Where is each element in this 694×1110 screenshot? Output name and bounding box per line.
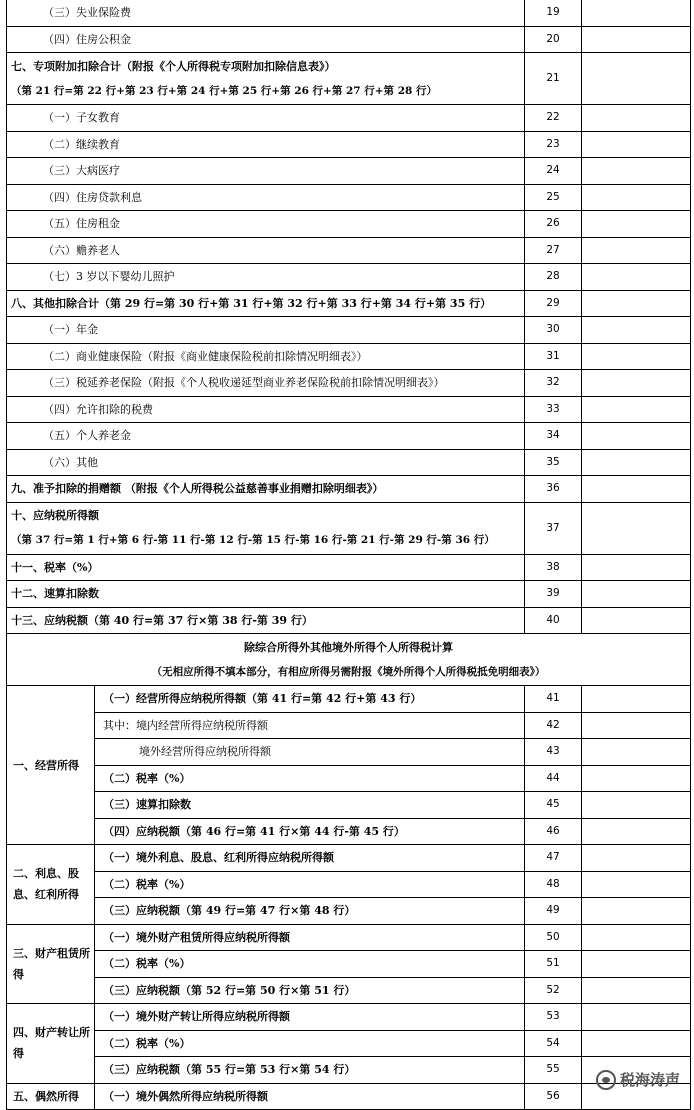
table-row [7,581,691,608]
row-label: （二）税率（%） [95,1030,525,1057]
amount-cell[interactable] [582,290,691,317]
table-row [7,792,691,819]
table-row [7,396,691,423]
row-label [7,502,525,554]
row-number: 39 [525,581,582,608]
row-label: 十二、速算扣除数 [7,581,525,608]
row-label: （三）应纳税额（第 55 行=第 53 行×第 54 行） [95,1057,525,1084]
row-label: （三）速算扣除数 [95,792,525,819]
row-number: 53 [525,1004,582,1031]
amount-cell[interactable] [582,131,691,158]
row-number: 52 [525,977,582,1004]
table-row [7,818,691,845]
row-number: 48 [525,871,582,898]
row-number: 19 [525,0,582,26]
table-row [7,158,691,185]
amount-cell[interactable] [582,898,691,925]
row-label: （一）境外财产租赁所得应纳税所得额 [95,924,525,951]
amount-cell[interactable] [582,26,691,53]
row-number: 30 [525,317,582,344]
row-label: （六）其他 [7,449,525,476]
row-label-line2: （第 21 行=第 22 行+第 23 行+第 24 行+第 25 行+第 26 行+第 27 行+第 28 行） [11,84,437,97]
amount-cell[interactable] [582,554,691,581]
row-number: 44 [525,765,582,792]
table-row [7,343,691,370]
row-number: 20 [525,26,582,53]
table-row [7,105,691,132]
amount-cell[interactable] [582,476,691,503]
amount-cell[interactable] [582,977,691,1004]
row-number: 26 [525,211,582,238]
table-row [7,1083,691,1110]
table-row [7,237,691,264]
row-label: （五）住房租金 [7,211,525,238]
row-number: 47 [525,845,582,872]
row-number: 33 [525,396,582,423]
row-label: （二）继续教育 [7,131,525,158]
table-row [7,607,691,634]
row-label: 十三、应纳税额（第 40 行=第 37 行×第 38 行-第 39 行） [7,607,525,634]
row-number: 38 [525,554,582,581]
table-row [7,476,691,503]
row-number: 34 [525,423,582,450]
wechat-icon [596,1070,616,1090]
row-number: 45 [525,792,582,819]
row-label: 其中：境内经营所得应纳税所得额 [95,712,525,739]
amount-cell[interactable] [582,396,691,423]
row-label: （二）税率（%） [95,871,525,898]
row-label: （三）税延养老保险（附报《个人税收递延型商业养老保险税前扣除情况明细表》） [7,370,525,397]
category-label: 二、利息、股息、红利所得 [7,845,95,925]
table-row [7,554,691,581]
row-number: 56 [525,1083,582,1110]
row-number: 23 [525,131,582,158]
table-row [7,924,691,951]
category-label: 五、偶然所得 [7,1083,95,1110]
row-label [7,53,525,105]
row-number: 55 [525,1057,582,1084]
amount-cell[interactable] [582,53,691,105]
row-label: （一）子女教育 [7,105,525,132]
watermark-text: 税海涛声 [619,1071,680,1089]
table-row [7,290,691,317]
amount-cell[interactable] [582,739,691,766]
table-row [7,53,691,105]
row-number: 49 [525,898,582,925]
row-label: （七）3 岁以下婴幼儿照护 [7,264,525,291]
table-row [7,370,691,397]
section-title: 除综合所得外其他境外所得个人所得税计算 [244,640,453,654]
category-label: 四、财产转让所得 [7,1004,95,1084]
table-row [7,739,691,766]
row-label: （一）境外财产转让所得应纳税所得额 [95,1004,525,1031]
row-label: （六）赡养老人 [7,237,525,264]
amount-cell[interactable] [582,686,691,713]
row-number: 35 [525,449,582,476]
row-number: 46 [525,818,582,845]
table-row [7,686,691,713]
table-row [7,502,691,554]
row-label: （二）税率（%） [95,765,525,792]
table-row [7,264,691,291]
row-number: 54 [525,1030,582,1057]
row-number: 32 [525,370,582,397]
section-note: （无相应所得不填本部分，有相应所得另需附报《境外所得个人所得税抵免明细表》） [151,665,546,678]
amount-cell[interactable] [582,0,691,26]
amount-cell[interactable] [582,158,691,185]
amount-cell[interactable] [582,818,691,845]
row-label: （一）经营所得应纳税所得额（第 41 行=第 42 行+第 43 行） [95,686,525,713]
row-number: 43 [525,739,582,766]
row-number: 37 [525,502,582,554]
table-row [7,871,691,898]
row-label: （三）应纳税额（第 52 行=第 50 行×第 51 行） [95,977,525,1004]
amount-cell[interactable] [582,581,691,608]
row-number: 21 [525,53,582,105]
row-number: 28 [525,264,582,291]
row-label: （五）个人养老金 [7,423,525,450]
row-label: （一）年金 [7,317,525,344]
amount-cell[interactable] [582,449,691,476]
table-row [7,449,691,476]
table-row [7,898,691,925]
row-label: （四）住房公积金 [7,26,525,53]
table-row [7,0,691,26]
row-label: （四）住房贷款利息 [7,184,525,211]
table-row [7,951,691,978]
row-label: （二）商业健康保险（附报《商业健康保险税前扣除情况明细表》） [7,343,525,370]
row-number: 25 [525,184,582,211]
row-label: （二）税率（%） [95,951,525,978]
row-label: 十一、税率（%） [7,554,525,581]
row-label: 九、准予扣除的捐赠额 （附报《个人所得税公益慈善事业捐赠扣除明细表》） [7,476,525,503]
row-label: （三）大病医疗 [7,158,525,185]
table-row [7,712,691,739]
row-number: 41 [525,686,582,713]
amount-cell[interactable] [582,924,691,951]
row-label: （三）失业保险费 [7,0,525,26]
table-row [7,845,691,872]
amount-cell[interactable] [582,343,691,370]
amount-cell[interactable] [582,502,691,554]
amount-cell[interactable] [582,845,691,872]
table-row [7,211,691,238]
amount-cell[interactable] [582,607,691,634]
table-row [7,26,691,53]
row-number: 42 [525,712,582,739]
row-number: 31 [525,343,582,370]
table-row [7,423,691,450]
row-number: 29 [525,290,582,317]
row-number: 50 [525,924,582,951]
row-number: 51 [525,951,582,978]
amount-cell[interactable] [582,712,691,739]
amount-cell[interactable] [582,211,691,238]
table-row [7,1030,691,1057]
row-number: 40 [525,607,582,634]
table-row [7,184,691,211]
tax-form-table [6,0,691,1110]
watermark [596,1069,680,1090]
row-label: （四）允许扣除的税费 [7,396,525,423]
amount-cell[interactable] [582,1030,691,1057]
amount-cell[interactable] [582,370,691,397]
amount-cell[interactable] [582,317,691,344]
amount-cell[interactable] [582,237,691,264]
amount-cell[interactable] [582,792,691,819]
row-number: 24 [525,158,582,185]
row-label: （一）境外利息、股息、红利所得应纳税所得额 [95,845,525,872]
table-row [7,317,691,344]
amount-cell[interactable] [582,184,691,211]
amount-cell[interactable] [582,264,691,291]
row-number: 22 [525,105,582,132]
row-label: （四）应纳税额（第 46 行=第 41 行×第 44 行-第 45 行） [95,818,525,845]
row-number: 36 [525,476,582,503]
row-label-line1: 七、专项附加扣除合计（附报《个人所得税专项附加扣除信息表》） [11,59,336,73]
amount-cell[interactable] [582,423,691,450]
amount-cell[interactable] [582,105,691,132]
amount-cell[interactable] [582,1004,691,1031]
row-label: 八、其他扣除合计（第 29 行=第 30 行+第 31 行+第 32 行+第 33 行+第 34 行+第 35 行） [7,290,525,317]
row-label-line1: 十、应纳税所得额 [11,509,99,522]
row-label: （一）境外偶然所得应纳税所得额 [95,1083,525,1110]
table-row [7,765,691,792]
row-label-line2: （第 37 行=第 1 行+第 6 行-第 11 行-第 12 行-第 15 行-第 16 行-第 21 行-第 29 行-第 36 行） [11,534,495,546]
amount-cell[interactable] [582,951,691,978]
category-label: 一、经营所得 [7,686,95,845]
category-label: 三、财产租赁所得 [7,924,95,1004]
row-label: 境外经营所得应纳税所得额 [95,739,525,766]
row-label: （三）应纳税额（第 49 行=第 47 行×第 48 行） [95,898,525,925]
table-row [7,977,691,1004]
row-number: 27 [525,237,582,264]
table-row [7,1057,691,1084]
table-row [7,131,691,158]
amount-cell[interactable] [582,871,691,898]
section-header [7,634,691,686]
section-header-row [7,634,691,686]
amount-cell[interactable] [582,765,691,792]
table-row [7,1004,691,1031]
